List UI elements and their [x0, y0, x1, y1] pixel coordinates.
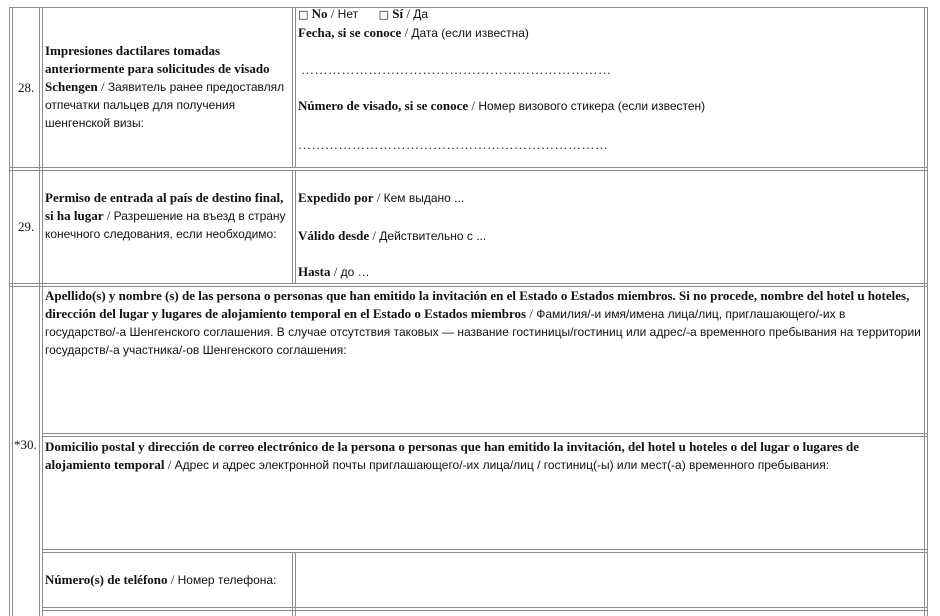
phone-input-area[interactable] [298, 555, 921, 605]
value-column-divider-row29-2 [295, 170, 296, 283]
yes-label-sep: / [403, 6, 414, 21]
address-sep: / [164, 457, 175, 472]
value-column-divider-row28 [292, 7, 293, 167]
inviter-sep: / [526, 306, 537, 321]
value-column-divider-row29 [292, 170, 293, 283]
fingerprint-date-field[interactable]: …………………………………………………………… [301, 62, 612, 77]
table-right-border [924, 7, 925, 616]
table-left-border [9, 7, 10, 616]
row28-label-ru: Заявитель ранее предоставлял отпечатки пальцев для получения шенгенской визы: [45, 80, 285, 130]
inviter-label-es: Apellido(s) y nombre (s) de las persona o personas que han emitido la invitación en el Estado o Estados miembros. Si no procede, nombre del hotel u hoteles, dirección del lugar y lugares de alojamiento temporal en el Estado o Estados miembros [45, 288, 910, 321]
no-checkbox[interactable]: □ [298, 8, 309, 21]
valid-label-es: Válido desde [298, 228, 370, 243]
row28-label [45, 42, 291, 132]
entry-permit-until-field[interactable] [298, 263, 370, 281]
row29-label-es: Permiso de entrada al país de destino final, si ha lugar [45, 190, 284, 223]
row30-inviter-bottom-border-2 [42, 436, 927, 437]
row30-number: *30. [14, 437, 37, 452]
phone-label-ru: Номер телефона: [177, 573, 277, 587]
visa-number-field[interactable]: …………………………………………………………… [298, 137, 609, 152]
row28-bottom-border [9, 167, 927, 168]
row28-bottom-border-2 [9, 170, 927, 171]
row30-phone-bottom-border [42, 607, 927, 608]
row28-top-border [9, 7, 927, 8]
until-label-ru: до … [340, 265, 370, 279]
value-column-divider-phone-2 [295, 552, 296, 616]
inviter-address-input-area[interactable] [45, 478, 921, 546]
phone-sep: / [167, 572, 178, 587]
issued-label-ru: Кем выдано ... [383, 191, 465, 205]
row28-number: 28. [18, 80, 35, 95]
table-left-border-inner [12, 7, 13, 616]
row30-address-bottom-border-2 [42, 552, 927, 553]
row28-label-es: Impresiones dactilares tomadas anteriormente para solicitudes de visado Schengen [45, 43, 270, 94]
phone-label-es: Número(s) de teléfono [45, 572, 168, 587]
until-sep: / [330, 264, 341, 279]
no-label-ru: Нет [337, 7, 359, 21]
row29-label-ru: Разрешение на въезд в страну конечного следования, если необходимо: [45, 209, 286, 241]
address-label-ru: Адрес и адрес электронной почты приглашающего/-их лица/лиц / гостиниц(-ы) или мест(-а) временного пребывания: [174, 458, 830, 472]
no-label-sep: / [327, 6, 338, 21]
row30-address-bottom-border [42, 549, 927, 550]
yes-checkbox[interactable]: □ [378, 8, 390, 21]
row29-label [45, 189, 291, 243]
inviter-name-input-area[interactable] [45, 362, 921, 430]
fingerprint-no-option[interactable] [298, 6, 361, 21]
valid-label-ru: Действительно с ... [379, 229, 487, 243]
yes-label-es: Sí [392, 6, 404, 21]
row30-inviter-bottom-border [42, 433, 927, 434]
visa-label-es: Número de visado, si se conoce [298, 98, 469, 113]
row29-number: 29. [18, 219, 35, 234]
entry-permit-valid-from-field[interactable] [298, 227, 486, 245]
value-column-divider-phone [292, 552, 293, 616]
row28-options [298, 5, 428, 24]
fingerprint-yes-option[interactable] [379, 6, 428, 21]
date-label-es: Fecha, si se conoce [298, 25, 402, 40]
row29-label-sep: / [103, 208, 114, 223]
value-column-divider-row28-2 [295, 7, 296, 167]
visa-label-ru: Номер визового стикера (если известен) [478, 99, 706, 113]
entry-permit-issued-field[interactable] [298, 189, 464, 207]
visa-label-sep: / [468, 98, 479, 113]
address-label-es: Domicilio postal y dirección de correo electrónico de la persona o personas que han emitido la invitación, del hotel u hoteles o del lugar o lugares de alojamiento temporal [45, 439, 860, 472]
phone-label [45, 571, 276, 589]
inviter-name-section [45, 287, 923, 359]
row30-phone-bottom-border-2 [42, 610, 927, 611]
yes-label-ru: Да [413, 7, 429, 21]
date-label-ru: Дата (если известна) [411, 26, 529, 40]
number-column-divider [39, 7, 40, 616]
until-label-es: Hasta [298, 264, 331, 279]
row28-date-label [298, 24, 529, 42]
issued-label-es: Expedido por [298, 190, 374, 205]
row29-bottom-border [9, 283, 927, 284]
table-right-border-outer [927, 7, 928, 616]
number-column-divider-2 [42, 7, 43, 616]
date-label-sep: / [401, 25, 412, 40]
inviter-address-section [45, 438, 923, 474]
inviter-label-ru: Фамилия/-и имя/имена лица/лиц, приглашающего/-их в государство/-а Шенгенского соглашения. В случае отсутствия таковых — название гостиницы/гостиниц или адрес/-а временного пребывания на территории государств/-а участника/-ов Шенгенского соглашения: [45, 307, 921, 357]
issued-sep: / [373, 190, 384, 205]
no-label-es: No [311, 6, 328, 21]
row28-visa-label [298, 97, 705, 115]
valid-sep: / [369, 228, 380, 243]
row28-label-sep: / [97, 79, 108, 94]
